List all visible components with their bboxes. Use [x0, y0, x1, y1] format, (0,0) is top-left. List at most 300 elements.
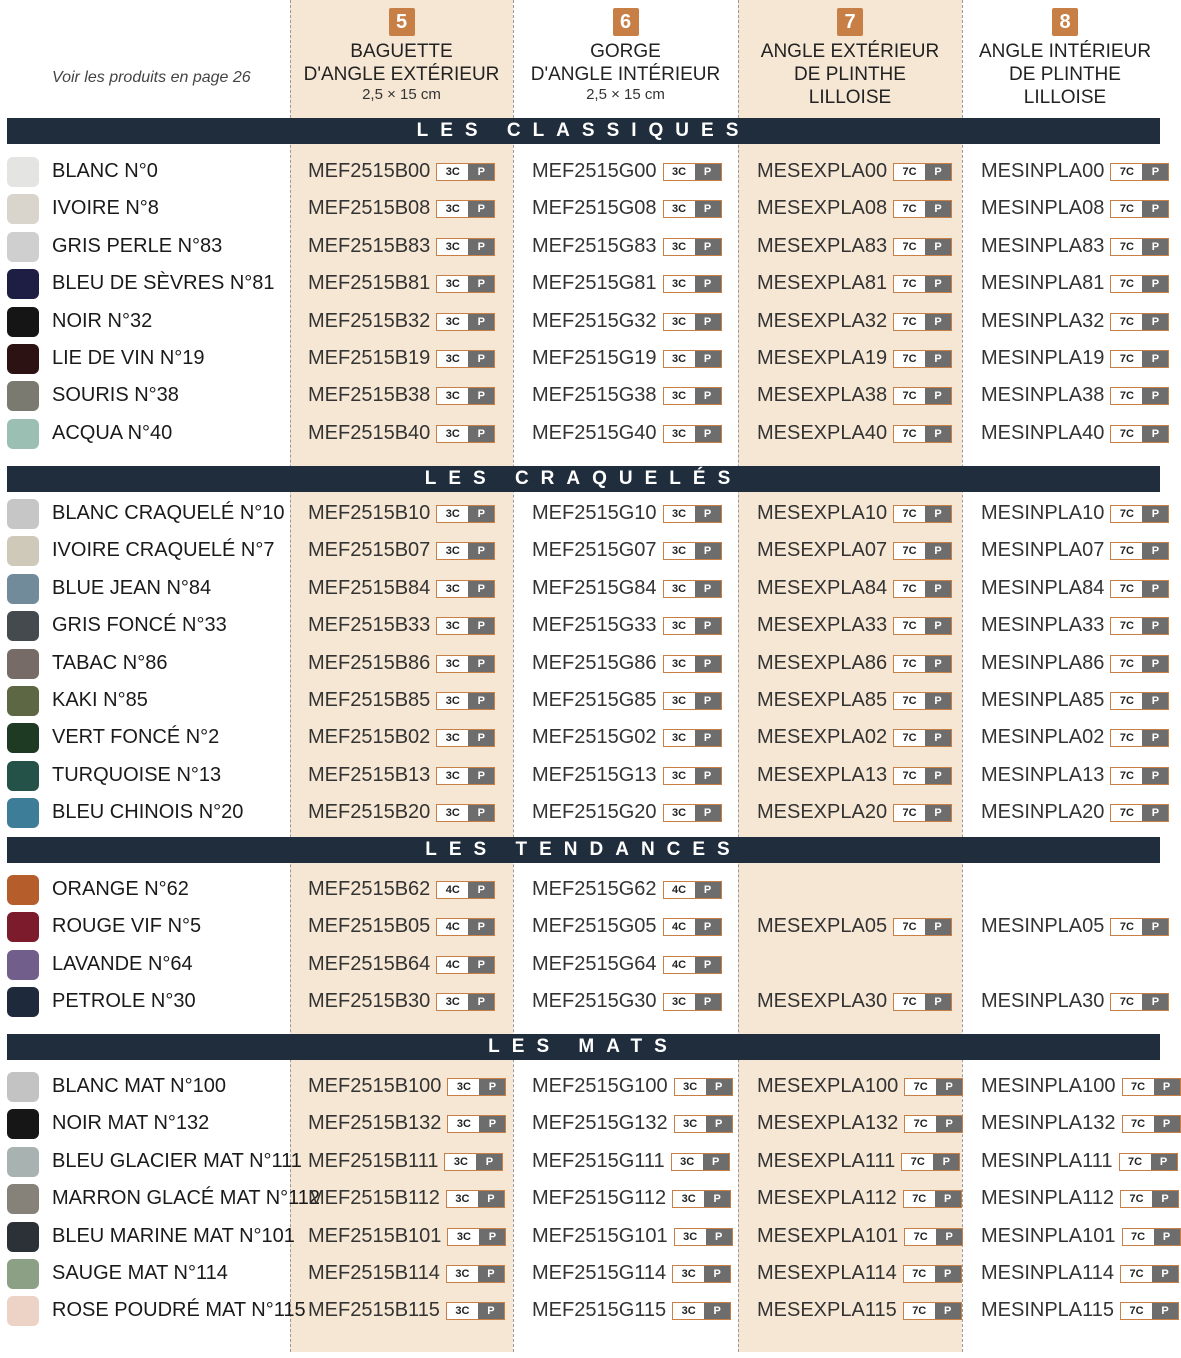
- packaging-unit: P: [1142, 656, 1168, 672]
- product-code-cell: [308, 347, 495, 370]
- product-code-cell: [308, 502, 495, 525]
- packaging-count: 7C: [894, 164, 925, 180]
- packaging-badge: [1120, 1190, 1179, 1208]
- packaging-unit: P: [925, 994, 951, 1010]
- product-code-cell: [981, 197, 1169, 220]
- color-name: ROUGE VIF N°5: [52, 915, 202, 937]
- product-code-cell: [308, 422, 495, 445]
- color-name: BLANC MAT N°100: [52, 1075, 226, 1097]
- product-code: MESEXPLA05: [757, 915, 888, 938]
- packaging-badge: [436, 767, 495, 785]
- product-code-cell: [757, 539, 952, 562]
- packaging-badge: [663, 767, 722, 785]
- product-code: MESEXPLA86: [757, 652, 888, 675]
- color-swatch: [7, 1296, 39, 1326]
- color-name: BLEU CHINOIS N°20: [52, 801, 244, 823]
- packaging-badge: [436, 505, 495, 523]
- product-code: MESEXPLA08: [757, 197, 888, 220]
- color-name: BLEU GLACIER MAT N°111: [52, 1150, 302, 1172]
- column-header-5: [290, 8, 513, 103]
- product-code: MEF2515B30: [308, 990, 431, 1013]
- packaging-count: 3C: [673, 1266, 704, 1282]
- product-code-cell: [532, 539, 722, 562]
- color-name: NOIR MAT N°132: [52, 1112, 210, 1134]
- packaging-count: 7C: [1121, 1266, 1152, 1282]
- packaging-unit: P: [468, 882, 494, 898]
- packaging-unit: P: [476, 1154, 502, 1170]
- packaging-badge: [446, 1265, 505, 1283]
- packaging-unit: P: [479, 1116, 505, 1132]
- packaging-unit: P: [1142, 239, 1168, 255]
- packaging-count: 3C: [675, 1116, 706, 1132]
- product-code-cell: [308, 689, 495, 712]
- product-code-cell: [981, 764, 1169, 787]
- product-code-cell: [308, 272, 495, 295]
- column-title: ANGLE INTÉRIEUR DE PLINTHE LILLOISE: [978, 41, 1152, 108]
- packaging-badge: [674, 1115, 733, 1133]
- product-code-cell: [757, 347, 952, 370]
- table-row: [0, 415, 1168, 452]
- packaging-unit: P: [933, 1154, 959, 1170]
- packaging-unit: P: [695, 239, 721, 255]
- packaging-unit: P: [925, 314, 951, 330]
- packaging-unit: P: [704, 1303, 730, 1319]
- packaging-count: 7C: [1111, 388, 1142, 404]
- color-swatch: [7, 1072, 39, 1102]
- packaging-count: 3C: [437, 693, 468, 709]
- color-name: PETROLE N°30: [52, 990, 196, 1012]
- column-number-badge: 7: [837, 8, 863, 36]
- product-code-cell: [981, 1262, 1179, 1285]
- product-code: MEF2515B132: [308, 1112, 442, 1135]
- product-code-cell: [308, 577, 495, 600]
- packaging-badge: [436, 804, 495, 822]
- product-code-cell: [532, 384, 722, 407]
- table-row: [0, 265, 1168, 302]
- packaging-count: 3C: [664, 805, 695, 821]
- packaging-count: 3C: [664, 426, 695, 442]
- packaging-count: 7C: [894, 730, 925, 746]
- product-code: MEF2515B07: [308, 539, 431, 562]
- packaging-unit: P: [936, 1079, 962, 1095]
- product-code-cell: [981, 1187, 1179, 1210]
- packaging-count: 7C: [894, 581, 925, 597]
- packaging-badge: [893, 617, 952, 635]
- packaging-unit: P: [468, 276, 494, 292]
- packaging-count: 3C: [437, 730, 468, 746]
- product-code-cell: [308, 990, 495, 1013]
- product-code: MEF2515G100: [532, 1075, 668, 1098]
- packaging-badge: [903, 1302, 962, 1320]
- packaging-unit: P: [925, 164, 951, 180]
- packaging-unit: P: [468, 314, 494, 330]
- color-name: NOIR N°32: [52, 310, 153, 332]
- packaging-badge: [893, 425, 952, 443]
- packaging-unit: P: [925, 506, 951, 522]
- color-name: BLEU MARINE MAT N°101: [52, 1225, 295, 1247]
- packaging-count: 7C: [894, 693, 925, 709]
- packaging-count: 3C: [673, 1303, 704, 1319]
- product-code-cell: [981, 801, 1169, 824]
- product-code-cell: [532, 764, 722, 787]
- packaging-badge: [1110, 238, 1169, 256]
- color-swatch: [7, 950, 39, 980]
- packaging-unit: P: [1142, 164, 1168, 180]
- product-code: MEF2515G33: [532, 614, 657, 637]
- product-code-cell: [308, 310, 495, 333]
- color-name: TURQUOISE N°13: [52, 764, 222, 786]
- packaging-count: 3C: [664, 351, 695, 367]
- color-swatch: [7, 798, 39, 828]
- product-code-cell: [757, 801, 952, 824]
- product-code-cell: [532, 915, 722, 938]
- product-code: MESEXPLA84: [757, 577, 888, 600]
- product-code: MESEXPLA33: [757, 614, 888, 637]
- packaging-unit: P: [468, 239, 494, 255]
- packaging-count: 3C: [447, 1191, 478, 1207]
- packaging-count: 7C: [1111, 426, 1142, 442]
- color-swatch: [7, 1184, 39, 1214]
- packaging-unit: P: [479, 1079, 505, 1095]
- product-code: MEF2515B19: [308, 347, 431, 370]
- packaging-badge: [436, 881, 495, 899]
- packaging-unit: P: [468, 201, 494, 217]
- product-code-cell: [757, 1225, 963, 1248]
- product-code-cell: [308, 235, 495, 258]
- product-code: MESINPLA115: [981, 1299, 1115, 1322]
- color-name: GRIS PERLE N°83: [52, 235, 223, 257]
- product-code: MEF2515B05: [308, 915, 431, 938]
- packaging-badge: [893, 200, 952, 218]
- product-code: MESEXPLA114: [757, 1262, 897, 1285]
- table-row: [0, 153, 1168, 190]
- packaging-badge: [893, 313, 952, 331]
- packaging-count: 7C: [1111, 276, 1142, 292]
- product-code: MEF2515B83: [308, 235, 431, 258]
- product-code: MESEXPLA40: [757, 422, 888, 445]
- packaging-unit: P: [468, 581, 494, 597]
- packaging-badge: [436, 580, 495, 598]
- color-swatch: [7, 987, 39, 1017]
- table-row: [0, 682, 1168, 719]
- packaging-count: 4C: [437, 882, 468, 898]
- packaging-unit: P: [695, 618, 721, 634]
- packaging-badge: [893, 542, 952, 560]
- product-code-cell: [308, 197, 495, 220]
- product-code: MESEXPLA85: [757, 689, 888, 712]
- packaging-unit: P: [468, 693, 494, 709]
- product-code-cell: [757, 160, 952, 183]
- product-code: MESINPLA132: [981, 1112, 1116, 1135]
- product-code-cell: [532, 801, 722, 824]
- packaging-count: 7C: [905, 1079, 936, 1095]
- packaging-count: 7C: [1111, 730, 1142, 746]
- packaging-unit: P: [1142, 768, 1168, 784]
- product-code: MESEXPLA19: [757, 347, 888, 370]
- packaging-badge: [903, 1265, 962, 1283]
- table-row: [0, 1292, 1168, 1329]
- packaging-badge: [1110, 163, 1169, 181]
- product-code-cell: [532, 502, 722, 525]
- packaging-badge: [1110, 580, 1169, 598]
- packaging-count: 7C: [905, 1116, 936, 1132]
- packaging-count: 3C: [437, 351, 468, 367]
- packaging-count: 3C: [437, 543, 468, 559]
- packaging-badge: [663, 387, 722, 405]
- color-name: SOURIS N°38: [52, 384, 179, 406]
- packaging-badge: [671, 1153, 730, 1171]
- product-code: MESEXPLA07: [757, 539, 888, 562]
- product-code-cell: [757, 1187, 962, 1210]
- packaging-unit: P: [925, 543, 951, 559]
- product-code: MEF2515B10: [308, 502, 431, 525]
- product-code: MEF2515G112: [532, 1187, 667, 1210]
- packaging-count: 3C: [437, 426, 468, 442]
- product-code: MESEXPLA02: [757, 726, 888, 749]
- product-code: MESINPLA00: [981, 160, 1105, 183]
- product-code-cell: [981, 652, 1169, 675]
- packaging-badge: [1120, 1302, 1179, 1320]
- table-row: [0, 871, 1168, 908]
- packaging-unit: P: [695, 805, 721, 821]
- packaging-count: 7C: [1123, 1229, 1154, 1245]
- packaging-badge: [672, 1265, 731, 1283]
- product-code: MEF2515G111: [532, 1150, 665, 1173]
- product-code: MEF2515B100: [308, 1075, 442, 1098]
- packaging-count: 3C: [445, 1154, 476, 1170]
- packaging-badge: [663, 956, 722, 974]
- packaging-unit: P: [703, 1154, 729, 1170]
- section-band: LES MATS: [7, 1034, 1160, 1060]
- packaging-badge: [904, 1228, 963, 1246]
- packaging-unit: P: [468, 618, 494, 634]
- column-title: ANGLE EXTÉRIEUR DE PLINTHE LILLOISE: [760, 41, 940, 108]
- product-code-cell: [757, 1150, 960, 1173]
- product-code-cell: [308, 1112, 506, 1135]
- packaging-badge: [893, 918, 952, 936]
- product-code-cell: [981, 990, 1169, 1013]
- packaging-count: 3C: [437, 164, 468, 180]
- color-name: GRIS FONCÉ N°33: [52, 614, 227, 636]
- product-code: MESEXPLA00: [757, 160, 888, 183]
- packaging-badge: [901, 1153, 960, 1171]
- packaging-unit: P: [1142, 543, 1168, 559]
- packaging-unit: P: [936, 1229, 962, 1245]
- packaging-badge: [1119, 1153, 1178, 1171]
- table-row: [0, 1180, 1168, 1217]
- product-code: MESEXPLA111: [757, 1150, 896, 1173]
- packaging-unit: P: [468, 388, 494, 404]
- packaging-badge: [663, 804, 722, 822]
- color-swatch: [7, 194, 39, 224]
- packaging-unit: P: [925, 351, 951, 367]
- section-band: LES CLASSIQUES: [7, 118, 1160, 144]
- product-code: MESEXPLA20: [757, 801, 888, 824]
- packaging-count: 7C: [1123, 1116, 1154, 1132]
- packaging-badge: [893, 729, 952, 747]
- product-code: MESINPLA19: [981, 347, 1105, 370]
- product-code: MESINPLA100: [981, 1075, 1116, 1098]
- product-code-cell: [757, 197, 952, 220]
- color-name: KAKI N°85: [52, 689, 148, 711]
- product-code-cell: [981, 1225, 1181, 1248]
- packaging-count: 3C: [448, 1229, 479, 1245]
- product-code: MEF2515B86: [308, 652, 431, 675]
- packaging-badge: [446, 1302, 505, 1320]
- product-code: MEF2515G83: [532, 235, 657, 258]
- packaging-unit: P: [695, 994, 721, 1010]
- product-code-cell: [532, 990, 722, 1013]
- packaging-unit: P: [468, 730, 494, 746]
- packaging-unit: P: [468, 957, 494, 973]
- packaging-unit: P: [925, 276, 951, 292]
- table-row: [0, 908, 1168, 945]
- product-code-cell: [308, 1150, 503, 1173]
- packaging-badge: [663, 542, 722, 560]
- packaging-count: 7C: [1111, 994, 1142, 1010]
- color-swatch: [7, 499, 39, 529]
- packaging-unit: P: [925, 656, 951, 672]
- product-code-cell: [308, 652, 495, 675]
- product-code: MEF2515G101: [532, 1225, 668, 1248]
- packaging-badge: [674, 1078, 733, 1096]
- packaging-unit: P: [695, 276, 721, 292]
- packaging-badge: [446, 1190, 505, 1208]
- packaging-unit: P: [478, 1191, 504, 1207]
- product-code: MEF2515G85: [532, 689, 657, 712]
- packaging-count: 7C: [904, 1191, 935, 1207]
- product-code-cell: [532, 160, 722, 183]
- packaging-unit: P: [1152, 1303, 1178, 1319]
- packaging-badge: [1122, 1228, 1181, 1246]
- packaging-count: 7C: [894, 351, 925, 367]
- product-code-cell: [981, 614, 1169, 637]
- product-code: MESEXPLA38: [757, 384, 888, 407]
- packaging-unit: P: [468, 656, 494, 672]
- product-code: MESINPLA84: [981, 577, 1105, 600]
- product-code: MESEXPLA13: [757, 764, 888, 787]
- section-band: LES CRAQUELÉS: [7, 466, 1160, 492]
- product-code: MEF2515B114: [308, 1262, 440, 1285]
- packaging-badge: [436, 655, 495, 673]
- product-code: MEF2515B32: [308, 310, 431, 333]
- packaging-count: 3C: [664, 543, 695, 559]
- packaging-count: 7C: [1111, 164, 1142, 180]
- packaging-unit: P: [479, 1229, 505, 1245]
- column-header-6: [513, 8, 738, 103]
- product-code: MEF2515B84: [308, 577, 431, 600]
- packaging-count: 3C: [664, 239, 695, 255]
- packaging-count: 7C: [1111, 314, 1142, 330]
- packaging-badge: [1110, 200, 1169, 218]
- packaging-badge: [893, 692, 952, 710]
- packaging-badge: [893, 505, 952, 523]
- packaging-count: 7C: [905, 1229, 936, 1245]
- packaging-unit: P: [1142, 506, 1168, 522]
- packaging-count: 3C: [664, 276, 695, 292]
- packaging-unit: P: [935, 1303, 961, 1319]
- product-code: MEF2515G81: [532, 272, 657, 295]
- packaging-unit: P: [925, 426, 951, 442]
- table-row: [0, 228, 1168, 265]
- product-code-cell: [757, 689, 952, 712]
- packaging-count: 7C: [1121, 1303, 1152, 1319]
- product-code: MEF2515G19: [532, 347, 657, 370]
- product-code: MESINPLA38: [981, 384, 1105, 407]
- table-row: [0, 190, 1168, 227]
- product-code-cell: [981, 1299, 1179, 1322]
- color-swatch: [7, 686, 39, 716]
- packaging-count: 4C: [664, 882, 695, 898]
- packaging-count: 7C: [1111, 581, 1142, 597]
- product-code: MESINPLA08: [981, 197, 1105, 220]
- packaging-count: 7C: [1111, 768, 1142, 784]
- product-code: MESEXPLA32: [757, 310, 888, 333]
- packaging-count: 3C: [664, 581, 695, 597]
- packaging-count: 3C: [664, 388, 695, 404]
- product-code: MESEXPLA81: [757, 272, 888, 295]
- product-code-cell: [981, 577, 1169, 600]
- packaging-badge: [1120, 1265, 1179, 1283]
- product-code-cell: [308, 953, 495, 976]
- table-row: [0, 983, 1168, 1020]
- packaging-count: 3C: [447, 1266, 478, 1282]
- packaging-count: 7C: [1111, 656, 1142, 672]
- product-code: MESINPLA30: [981, 990, 1105, 1013]
- product-code: MEF2515G132: [532, 1112, 668, 1135]
- product-code-cell: [532, 347, 722, 370]
- section-band: LES TENDANCES: [7, 837, 1160, 863]
- product-code-cell: [981, 235, 1169, 258]
- color-name: TABAC N°86: [52, 652, 168, 674]
- product-code: MESINPLA07: [981, 539, 1105, 562]
- packaging-count: 3C: [437, 276, 468, 292]
- packaging-badge: [1110, 993, 1169, 1011]
- packaging-count: 7C: [1111, 805, 1142, 821]
- packaging-count: 3C: [664, 164, 695, 180]
- product-code-cell: [757, 614, 952, 637]
- product-code-cell: [532, 726, 722, 749]
- packaging-count: 3C: [675, 1229, 706, 1245]
- packaging-unit: P: [706, 1116, 732, 1132]
- packaging-unit: P: [695, 543, 721, 559]
- packaging-count: 7C: [1111, 506, 1142, 522]
- color-swatch: [7, 232, 39, 262]
- color-swatch: [7, 307, 39, 337]
- packaging-count: 7C: [1123, 1079, 1154, 1095]
- product-code: MESINPLA81: [981, 272, 1105, 295]
- packaging-count: 4C: [664, 957, 695, 973]
- packaging-count: 3C: [672, 1154, 703, 1170]
- packaging-count: 7C: [894, 239, 925, 255]
- packaging-count: 7C: [894, 768, 925, 784]
- packaging-badge: [1110, 767, 1169, 785]
- packaging-unit: P: [695, 164, 721, 180]
- color-name: ORANGE N°62: [52, 878, 189, 900]
- packaging-count: 3C: [673, 1191, 704, 1207]
- product-code-cell: [532, 1112, 733, 1135]
- packaging-count: 4C: [437, 919, 468, 935]
- product-code: MEF2515B112: [308, 1187, 440, 1210]
- packaging-unit: P: [468, 919, 494, 935]
- color-name: VERT FONCÉ N°2: [52, 726, 220, 748]
- packaging-badge: [663, 881, 722, 899]
- product-code: MESEXPLA101: [757, 1225, 899, 1248]
- product-code: MEF2515G32: [532, 310, 657, 333]
- packaging-unit: P: [925, 201, 951, 217]
- packaging-badge: [1110, 804, 1169, 822]
- packaging-badge: [663, 692, 722, 710]
